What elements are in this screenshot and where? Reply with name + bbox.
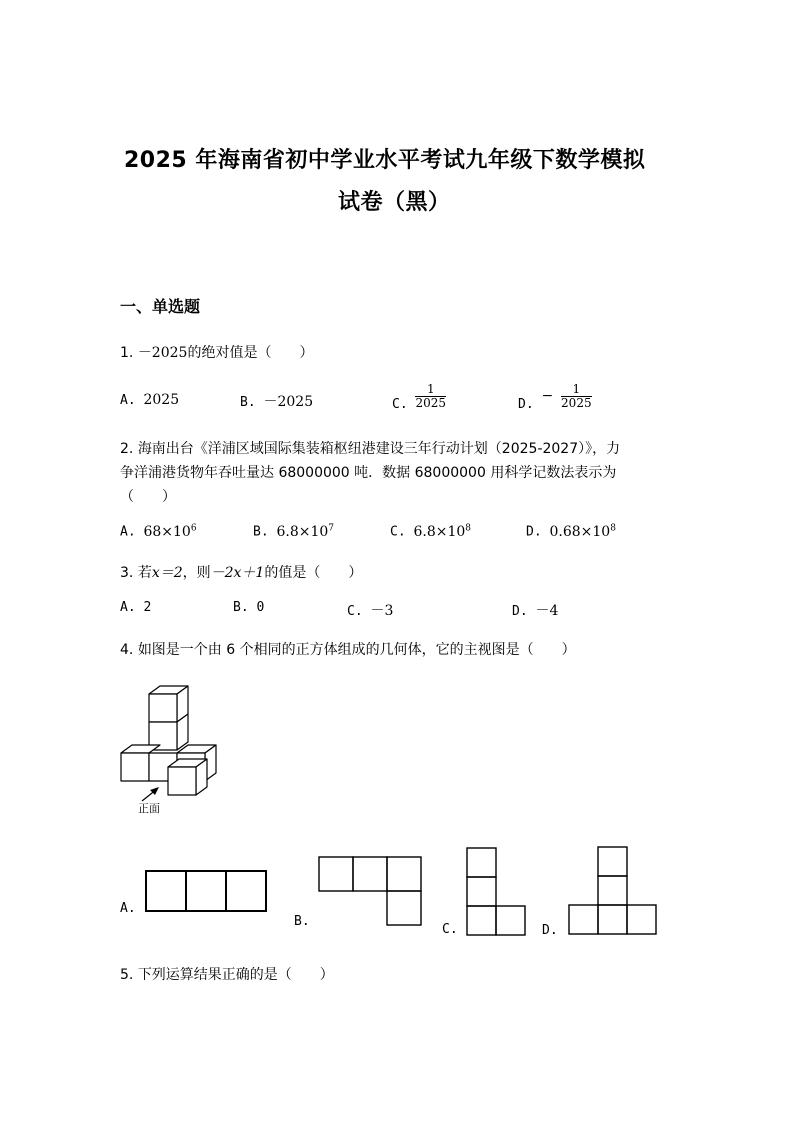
page-title-line2: 试卷（黑）: [338, 190, 451, 215]
q4-option-a-figure[interactable]: [145, 870, 269, 914]
question-math: －2025: [137, 345, 188, 361]
question-stem: 如图是一个由 6 个相同的正方体组成的几何体，它的主视图是（ ）: [137, 642, 576, 658]
option-exponent: 7: [328, 523, 335, 533]
question-stem: 海南出台《洋浦区域国际集装箱枢纽港建设三年行动计划（2025-2027）》，力: [137, 441, 621, 457]
q4-option-d-figure[interactable]: [568, 846, 660, 938]
q4-option-b-figure[interactable]: [318, 856, 422, 928]
question-number: 1.: [120, 345, 134, 361]
question-3: [120, 562, 362, 582]
question-condition: x＝2: [151, 565, 183, 581]
option-value: 6.8×10: [413, 523, 466, 540]
option-fraction: $\frac{1}{2025}$: [561, 382, 592, 410]
q3-option-c[interactable]: [347, 600, 393, 620]
option-label: C.: [390, 524, 406, 540]
question-5: [120, 964, 334, 984]
q1-option-d[interactable]: [518, 383, 592, 412]
q4-option-b-label: B.: [294, 914, 310, 929]
cube-solid-figure: [112, 680, 242, 820]
q2-option-b[interactable]: [253, 523, 334, 540]
q1-option-c[interactable]: [392, 383, 446, 412]
option-value: －2025: [263, 394, 314, 410]
q3-option-d[interactable]: [512, 600, 558, 620]
option-label: B.: [253, 524, 269, 540]
option-exponent: 8: [465, 523, 472, 533]
question-stem: 下列运算结果正确的是（ ）: [137, 967, 334, 983]
question-expression: －2x＋1: [210, 565, 265, 581]
q4-option-c-label: C.: [442, 922, 458, 937]
question-number: 2.: [120, 441, 134, 457]
option-fraction: $\frac{1}{2025}$: [415, 382, 447, 410]
question-number: 3.: [120, 565, 134, 581]
question-1: [120, 342, 313, 362]
section-heading: 一、单选题: [120, 297, 201, 316]
q2-option-d[interactable]: [526, 523, 616, 540]
question-stem-pre: 若: [137, 565, 152, 581]
question-2-line3: （ ）: [120, 489, 176, 505]
question-stem-mid: ，则: [182, 565, 211, 581]
front-label: 正面: [138, 802, 160, 815]
question-2-line1: [120, 438, 620, 458]
option-label: A.: [120, 393, 136, 408]
q3-option-a[interactable]: [120, 600, 151, 615]
question-4: [120, 639, 576, 659]
option-value: －3: [370, 603, 394, 619]
option-value: 0.68×10: [549, 523, 611, 540]
option-label: D.: [518, 397, 534, 412]
option-label: A.: [120, 524, 136, 540]
option-value: 2: [143, 600, 152, 615]
q4-option-c-figure[interactable]: [466, 847, 528, 939]
question-number: 5.: [120, 967, 134, 983]
question-number: 4.: [120, 642, 134, 658]
option-value: 0: [256, 600, 265, 615]
option-value: 6.8×10: [276, 523, 329, 540]
option-value: 2025: [143, 392, 180, 408]
question-2-line2: 争洋浦港货物年吞吐量达 68000000 吨．数据 68000000 用科学记数法表示为: [120, 465, 617, 481]
page-title-line1: 2025 年海南省初中学业水平考试九年级下数学模拟: [124, 148, 646, 173]
option-value: 68×10: [143, 523, 191, 540]
option-exponent: 6: [190, 523, 197, 533]
q2-option-c[interactable]: [390, 523, 471, 540]
option-exponent: 8: [610, 523, 616, 533]
option-value: －4: [535, 603, 559, 619]
q4-option-d-label: D.: [542, 923, 558, 938]
option-sign: −: [541, 388, 554, 404]
option-label: D.: [526, 524, 542, 540]
q1-option-a[interactable]: [120, 392, 179, 408]
option-label: C.: [347, 604, 363, 619]
q3-option-b[interactable]: [233, 600, 264, 615]
option-label: B.: [233, 600, 249, 615]
option-label: D.: [512, 604, 528, 619]
q1-option-b[interactable]: [240, 391, 313, 411]
q2-option-a[interactable]: [120, 523, 197, 540]
question-stem: 的绝对值是（ ）: [187, 345, 314, 361]
question-stem-post: 的值是（ ）: [264, 565, 363, 581]
option-label: A.: [120, 600, 136, 615]
option-label: C.: [392, 397, 408, 412]
option-label: B.: [240, 395, 256, 410]
q4-option-a-label: A.: [120, 901, 136, 916]
